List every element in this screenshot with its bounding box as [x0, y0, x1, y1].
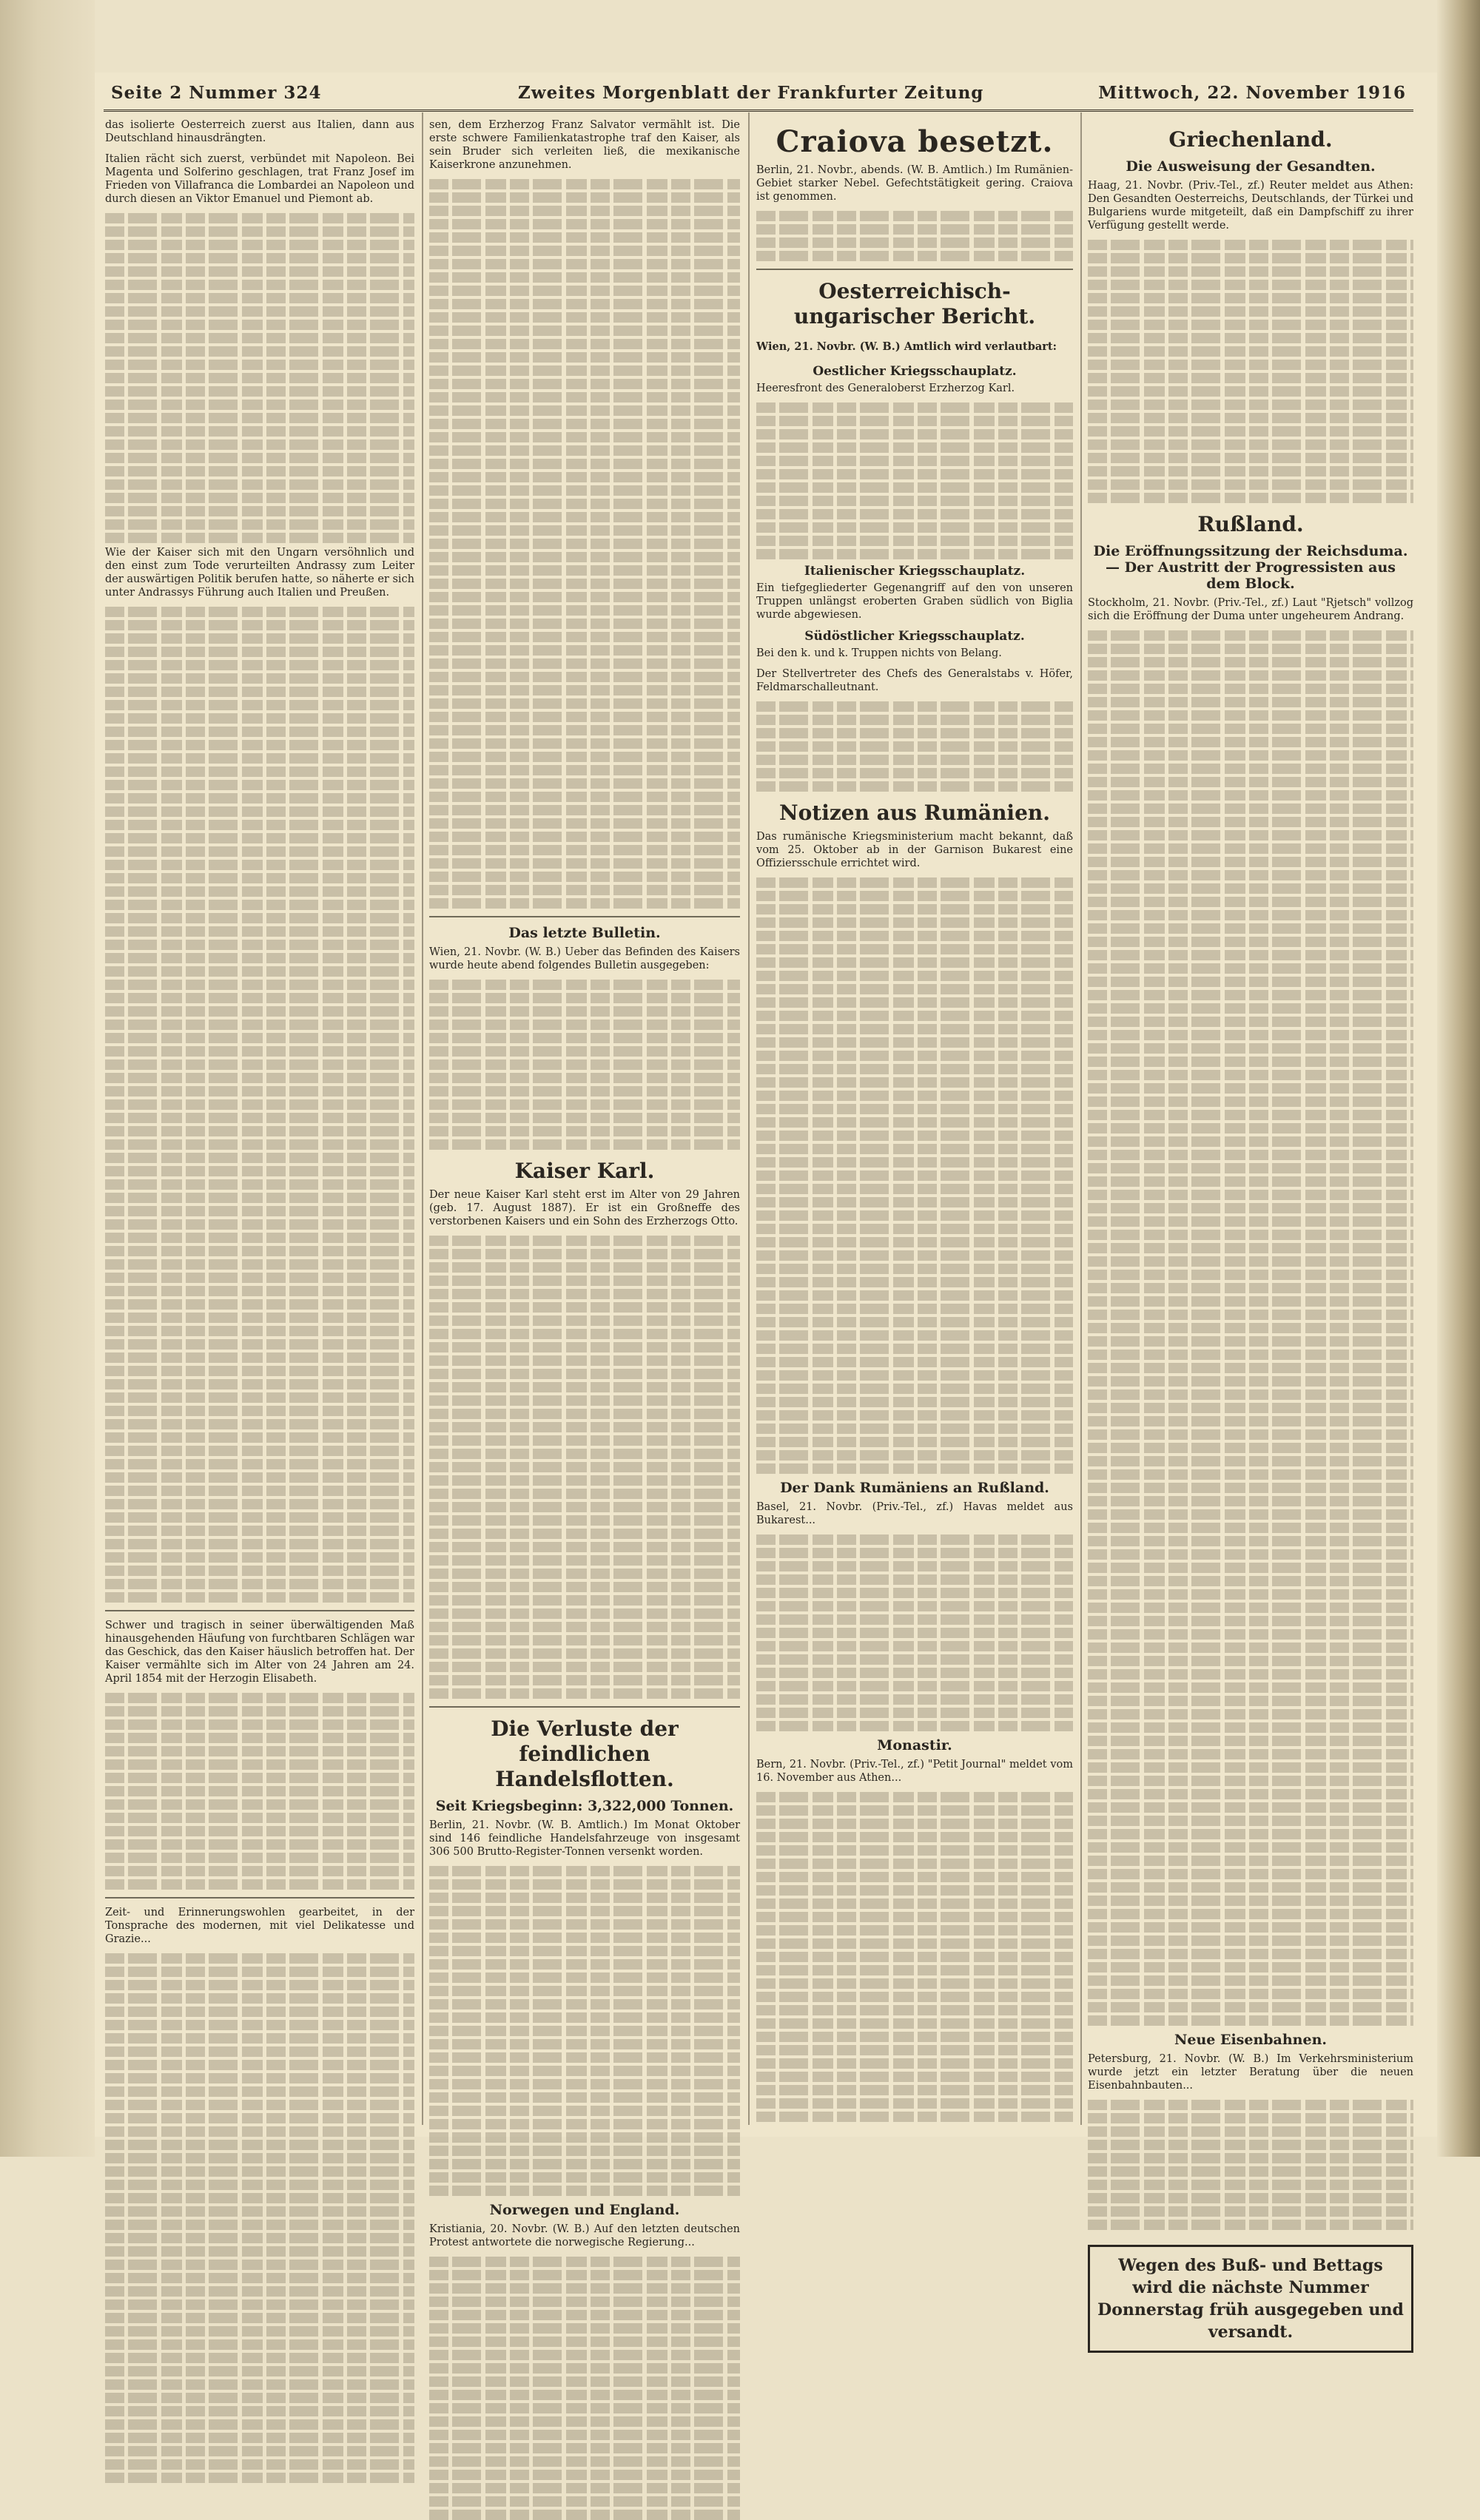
- notice-text: Wegen des Buß- und Bettags wird die nächste Nummer Donnerstag früh ausgegeben und versandt.: [1097, 2256, 1404, 2342]
- column-4: [1088, 118, 1413, 2342]
- article-text: Bei den k. und k. Truppen nichts von Belang.: [756, 647, 1002, 659]
- article-text: Wien, 21. Novbr. (W. B.) Ueber das Befinden des Kaisers wurde heute abend folgendes Bulletin ausgegeben:: [429, 946, 740, 971]
- article-text: Basel, 21. Novbr. (Priv.-Tel., zf.) Havas meldet aus Bukarest...: [756, 1501, 1073, 1526]
- article-text: Petersburg, 21. Novbr. (W. B.) Im Verkehrsministerium wurde jetzt ein letzter Beratung über die neuen Eisenbahnbauten...: [1088, 2053, 1413, 2092]
- column-3: [756, 118, 1073, 2116]
- masthead: [104, 80, 1413, 112]
- section-heading: Rußland.: [1197, 512, 1304, 536]
- article-text: das isolierte Oesterreich zuerst aus Italien, dann aus Deutschland hinausdrängten.: [105, 119, 414, 144]
- section-subheading: Die Eröffnungssitzung der Reichsduma. — Der Austritt der Progressisten aus dem Block.: [1093, 543, 1408, 592]
- section-heading: Craiova besetzt.: [776, 124, 1054, 159]
- feuilleton-text: Zeit- und Erinnerungswohlen gearbeitet, in der Tonsprache des modernen, mit viel Delikatesse und Grazie...: [105, 1907, 414, 1945]
- article-text: Der neue Kaiser Karl steht erst im Alter von 29 Jahren (geb. 17. August 1887). Er ist ein Großneffe des verstorbenen Kaisers und ein Sohn des Erzherzogs Otto.: [429, 1189, 740, 1227]
- article-text: Haag, 21. Novbr. (Priv.-Tel., zf.) Reuter meldet aus Athen: Den Gesandten Oesterreichs, Deutschlands, der Türkei und Bulgariens wurde mitgeteilt, daß ein Dampfschiff zu ihrer Verfügung gestellt werde.: [1088, 180, 1413, 232]
- section-heading: Griechenland.: [1168, 127, 1333, 152]
- section-heading: Der Dank Rumäniens an Rußland.: [780, 1480, 1049, 1496]
- newspaper-title: Zweites Morgenblatt der Frankfurter Zeitung: [518, 83, 984, 103]
- article-text: Bern, 21. Novbr. (Priv.-Tel., zf.) "Petit Journal" meldet vom 16. November aus Athen...: [756, 1759, 1073, 1784]
- section-heading: Monastir.: [877, 1737, 952, 1753]
- issue-date: Mittwoch, 22. November 1916: [1098, 83, 1406, 103]
- article-text: Das rumänische Kriegsministerium macht bekannt, daß vom 25. Oktober ab in der Garnison Bukarest eine Offiziersschule errichtet wird.: [756, 831, 1073, 869]
- page-number: Seite 2 Nummer 324: [111, 83, 322, 103]
- section-heading: Neue Eisenbahnen.: [1174, 2032, 1327, 2048]
- article-text: Stockholm, 21. Novbr. (Priv.-Tel., zf.) Laut "Rjetsch" vollzog sich die Eröffnung der Duma unter ungeheurem Andrang.: [1088, 597, 1413, 622]
- article-text: Italien rächt sich zuerst, verbündet mit Napoleon. Bei Magenta und Solferino geschlagen, trat Franz Josef im Frieden von Villafranca die Lombardei an Napoleon und durch diesen an Viktor Emanuel und Piemont ab.: [105, 153, 414, 205]
- section-heading: Das letzte Bulletin.: [508, 925, 661, 941]
- article-text: sen, dem Erzherzog Franz Salvator vermählt ist. Die erste schwere Familienkatastrophe traf den Kaiser, als sein Bruder sich verleiten ließ, die mexikanische Kaiserkrone anzunehmen.: [429, 119, 740, 171]
- column-2: [429, 118, 740, 2248]
- column-rule: [748, 112, 750, 2125]
- notice-box: [1088, 2245, 1413, 2353]
- article-text: Schwer und tragisch in seiner überwältigenden Maß hinausgehenden Häufung von furchtbaren Schlägen war das Geschick, das den Kaiser häuslich betroffen hat. Der Kaiser vermählte sich im Alter von 24 Jahren am 24. April 1854 mit der Herzogin Elisabeth.: [105, 1620, 414, 1685]
- article-text: Berlin, 21. Novbr. (W. B. Amtlich.) Im Monat Oktober sind 146 feindliche Handelsfahrzeuge von insgesamt 306 500 Brutto-Register-Tonnen versenkt worden.: [429, 1819, 740, 1858]
- book-spine: [0, 0, 95, 2157]
- column-rule: [1080, 112, 1082, 2125]
- article-text: Heeresfront des Generaloberst Erzherzog Karl.: [756, 383, 1015, 394]
- article-text: Wie der Kaiser sich mit den Ungarn versöhnlich und den einst zum Tode verurteilten Andrassy zum Leiter der auswärtigen Politik berufen hatte, so näherte er sich unter Andrassys Führung auch Italien und Preußen.: [105, 547, 414, 599]
- signature: Der Stellvertreter des Chefs des Generalstabs v. Höfer, Feldmarschalleutnant.: [756, 668, 1073, 693]
- section-subheading: Seit Kriegsbeginn: 3,322,000 Tonnen.: [435, 1798, 734, 1814]
- page-edge: [1437, 0, 1480, 2157]
- column-1: [105, 118, 414, 2116]
- section-heading: Notizen aus Rumänien.: [779, 801, 1050, 825]
- article-text: Kristiania, 20. Novbr. (W. B.) Auf den letzten deutschen Protest antwortete die norwegische Regierung...: [429, 2223, 740, 2248]
- column-rule: [422, 112, 423, 2125]
- section-heading: Norwegen und England.: [489, 2202, 680, 2218]
- section-heading: Oesterreichisch-ungarischer Bericht.: [793, 279, 1036, 329]
- section-subheading: Südöstlicher Kriegsschauplatz.: [804, 629, 1025, 644]
- dateline: Wien, 21. Novbr. (W. B.) Amtlich wird verlautbart:: [756, 340, 1057, 353]
- section-heading: Kaiser Karl.: [514, 1159, 655, 1183]
- section-heading: Die Verluste der feindlichen Handelsflotten.: [491, 1717, 679, 1791]
- article-text: Berlin, 21. Novbr., abends. (W. B. Amtlich.) Im Rumänien-Gebiet starker Nebel. Gefechtstätigkeit gering. Craiova ist genommen.: [756, 164, 1073, 203]
- section-subheading: Die Ausweisung der Gesandten.: [1126, 158, 1376, 175]
- article-text: Ein tiefgegliederter Gegenangriff auf den von unseren Truppen unlängst eroberten Graben südlich von Biglia wurde abgewiesen.: [756, 582, 1073, 621]
- section-subheading: Italienischer Kriegsschauplatz.: [804, 564, 1026, 579]
- section-subheading: Oestlicher Kriegsschauplatz.: [813, 364, 1017, 379]
